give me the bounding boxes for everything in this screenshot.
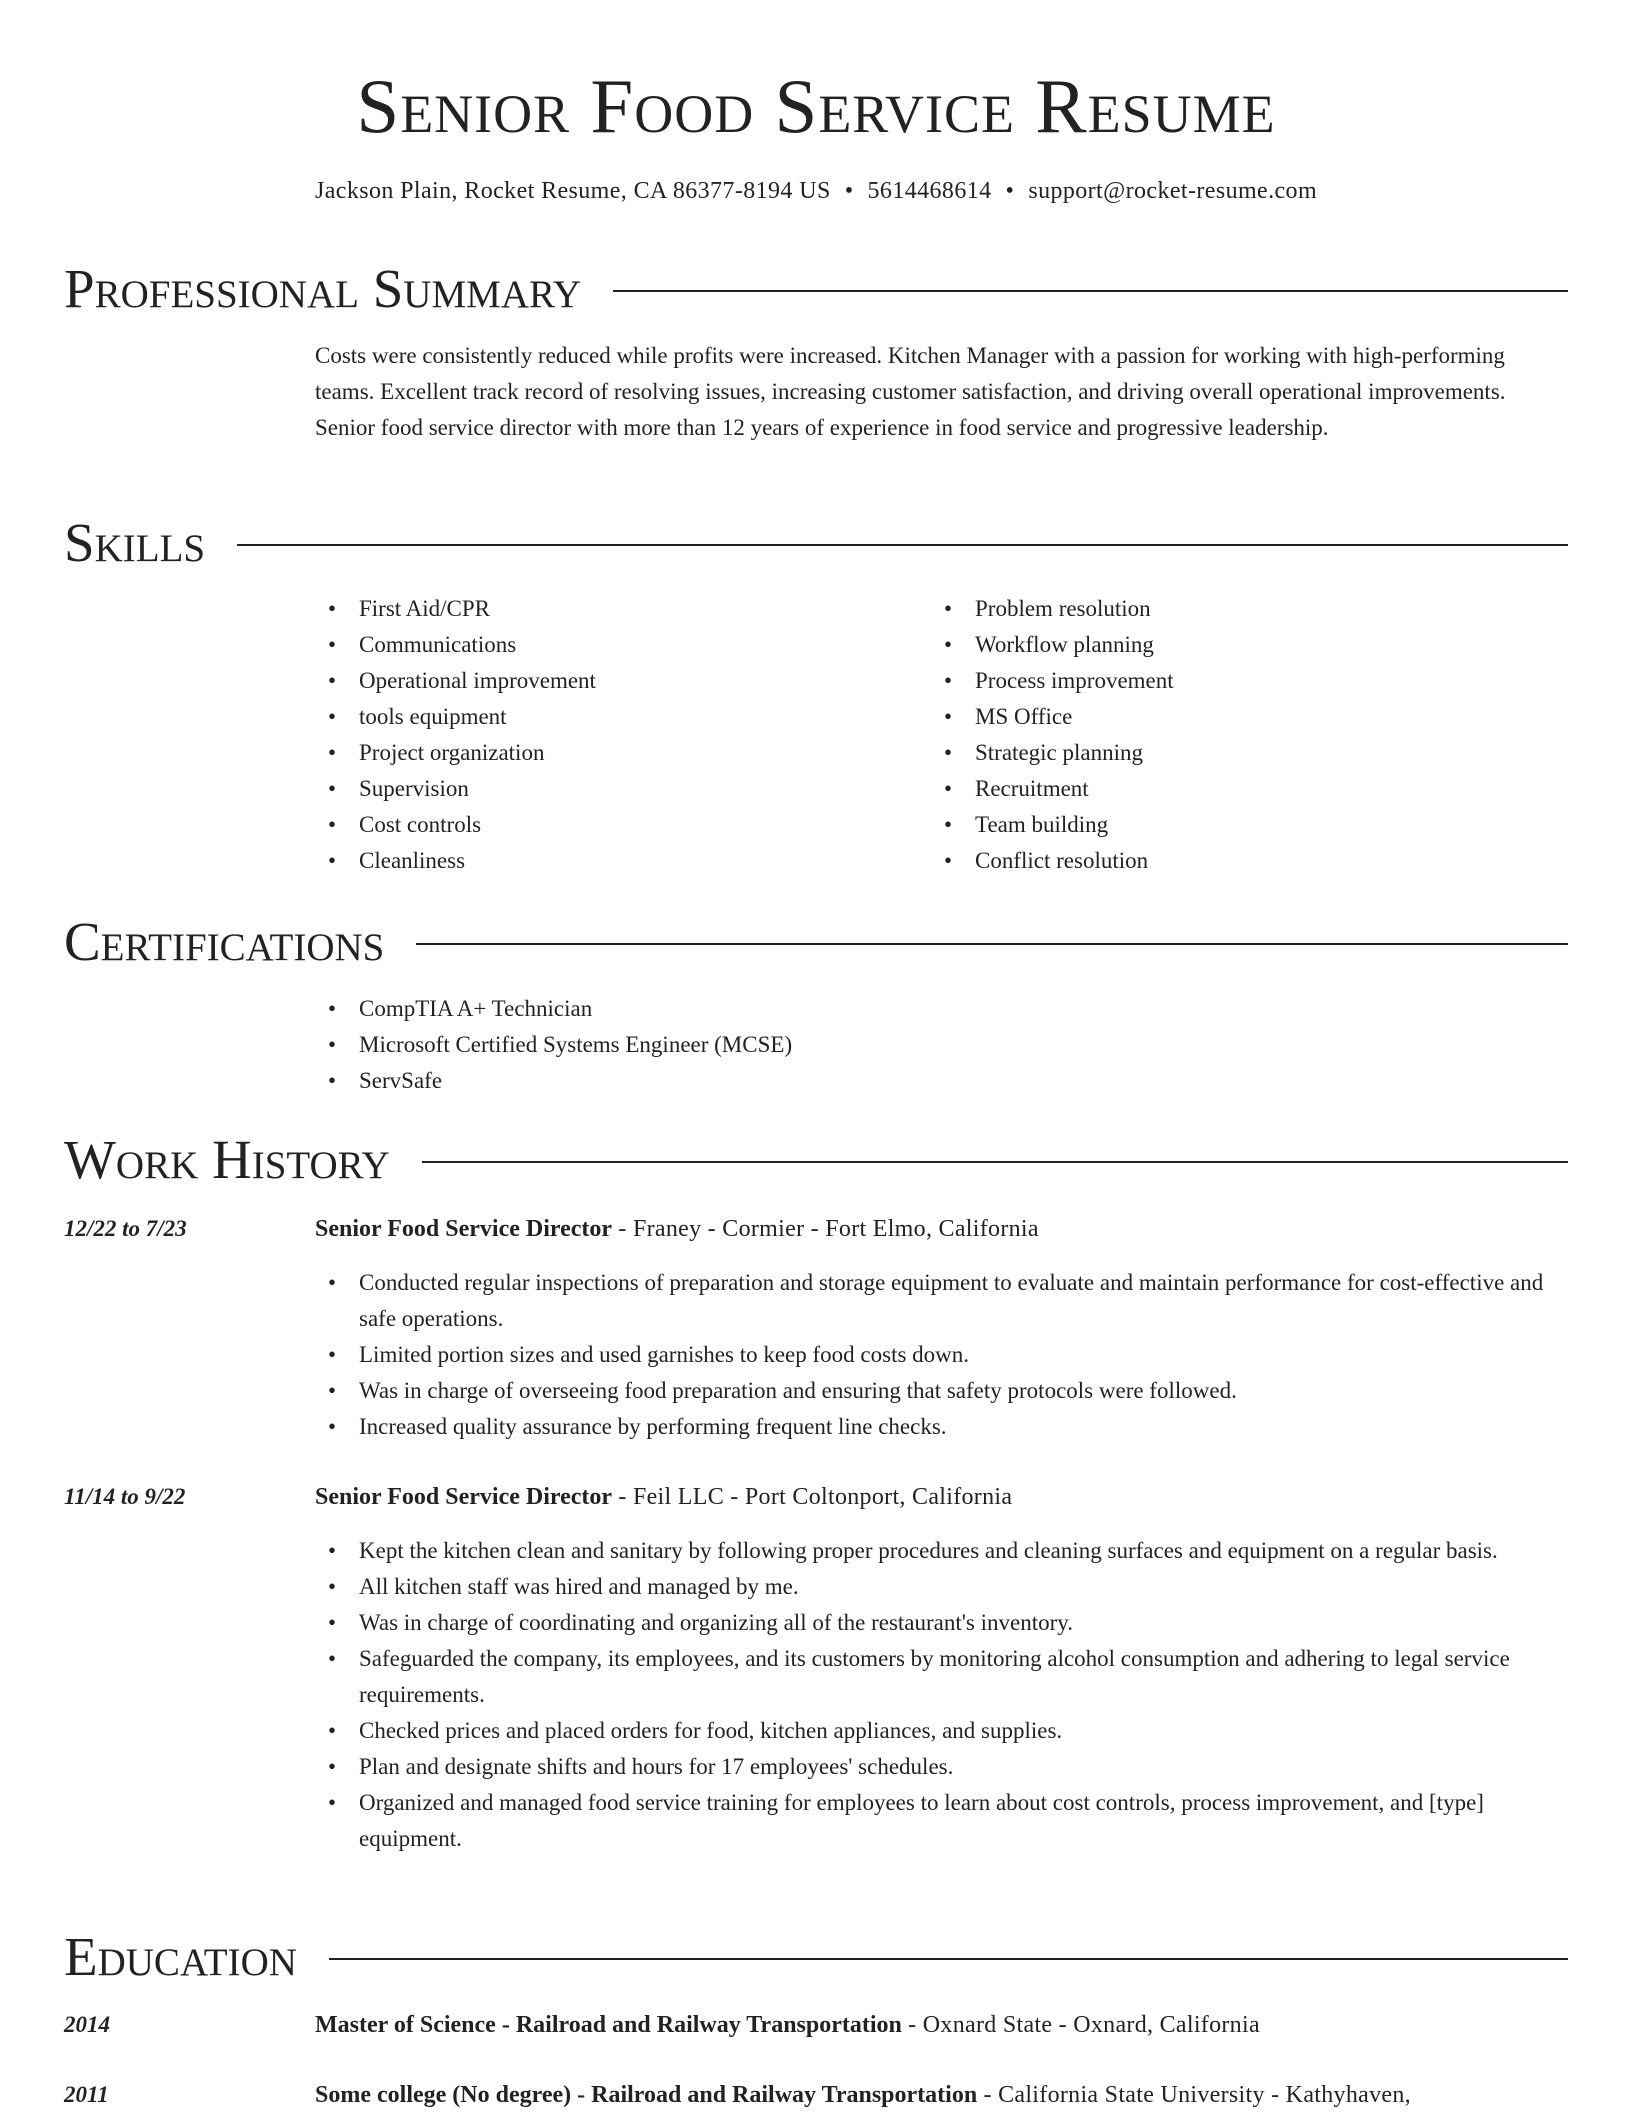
- phone: 5614468614: [867, 178, 992, 204]
- section-divider: [613, 290, 1568, 292]
- email: support@rocket-resume.com: [1028, 178, 1318, 204]
- skill-item: • Workflow planning: [931, 627, 1561, 663]
- job-bullet: • Was in charge of coordinating and organizing all of the restaurant's inventory.: [315, 1605, 1565, 1641]
- education-entry: [315, 2007, 1565, 2043]
- skill-item: • Recruitment: [931, 771, 1561, 807]
- education-degree: Some college (No degree) - Railroad and Railway Transportation: [315, 2082, 978, 2108]
- job-employer: - Feil LLC - Port Coltonport, California: [612, 1484, 1013, 1510]
- job-bullet: • Conducted regular inspections of preparation and storage equipment to evaluate and maintain performance for cost-effective and safe operations.: [315, 1265, 1565, 1337]
- education-school: - Oxnard State - Oxnard, California: [901, 2012, 1260, 2038]
- education-entry: [315, 2077, 1565, 2113]
- education-year: 2014: [64, 2012, 110, 2037]
- skill-item: • tools equipment: [315, 699, 915, 735]
- education-degree: Master of Science - Railroad and Railway Transportation: [315, 2012, 902, 2038]
- job-bullet: • Was in charge of overseeing food preparation and ensuring that safety protocols were followed.: [315, 1373, 1565, 1409]
- job-title: Senior Food Service Director: [315, 1216, 613, 1242]
- skill-item: • Cleanliness: [315, 843, 915, 879]
- education-year: 2011: [64, 2082, 109, 2107]
- skills-list-left: [315, 591, 915, 879]
- section-divider: [416, 943, 1568, 945]
- contact-line: [0, 174, 1632, 208]
- section-certifications-header: [64, 909, 1568, 975]
- skill-item: • MS Office: [931, 699, 1561, 735]
- job-title: Senior Food Service Director: [315, 1484, 613, 1510]
- skill-item: • Supervision: [315, 771, 915, 807]
- skill-item: • Project organization: [315, 735, 915, 771]
- job-title-line: [315, 1479, 1565, 1515]
- job-bullet: • Safeguarded the company, its employees, and its customers by monitoring alcohol consumption and adhering to legal service requirements.: [315, 1641, 1565, 1713]
- section-heading: Education: [64, 1926, 297, 1987]
- certifications-list: [315, 991, 1565, 1099]
- section-divider: [237, 544, 1568, 546]
- section-skills-header: [64, 510, 1568, 576]
- section-work-header: [64, 1127, 1568, 1193]
- job-bullet: • All kitchen staff was hired and managed by me.: [315, 1569, 1565, 1605]
- separator: •: [1005, 178, 1015, 204]
- section-summary-header: [64, 256, 1568, 322]
- section-divider: [422, 1161, 1568, 1163]
- skill-item: • Team building: [931, 807, 1561, 843]
- job-bullet: • Kept the kitchen clean and sanitary by following proper procedures and cleaning surfaces and equipment on a regular basis.: [315, 1533, 1565, 1569]
- job-bullets: [315, 1533, 1565, 1857]
- job-bullet: • Increased quality assurance by performing frequent line checks.: [315, 1409, 1565, 1445]
- address: Jackson Plain, Rocket Resume, CA 86377-8194 US: [314, 178, 831, 204]
- skills-list-right: [931, 591, 1561, 879]
- job-bullet: • Organized and managed food service training for employees to learn about cost controls, process improvement, and [type] equipment.: [315, 1785, 1565, 1857]
- summary-text: Costs were consistently reduced while profits were increased. Kitchen Manager with a passion for working with high-performing teams. Excellent track record of resolving issues, increasing customer satisfaction, and driving overall operational improvements. Senior food service director with more than 12 years of experience in food service and progressive leadership.: [315, 343, 1506, 440]
- skill-item: • Problem resolution: [931, 591, 1561, 627]
- resume-title: Senior Food Service Resume: [356, 63, 1276, 149]
- section-heading: Certifications: [64, 911, 385, 972]
- job-bullet: • Checked prices and placed orders for food, kitchen appliances, and supplies.: [315, 1713, 1565, 1749]
- job-employer: - Franey - Cormier - Fort Elmo, California: [612, 1216, 1039, 1242]
- section-heading: Professional Summary: [64, 258, 582, 319]
- section-heading: Work History: [64, 1129, 390, 1190]
- certification-item: • Microsoft Certified Systems Engineer (MCSE): [315, 1027, 1565, 1063]
- skill-item: • Strategic planning: [931, 735, 1561, 771]
- skill-item: • Communications: [315, 627, 915, 663]
- separator: •: [844, 178, 854, 204]
- education-school: - California State University - Kathyhaven,: [977, 2082, 1411, 2108]
- section-divider: [329, 1958, 1568, 1960]
- job-bullets: [315, 1265, 1565, 1445]
- certification-item: • ServSafe: [315, 1063, 1565, 1099]
- job-dates: 11/14 to 9/22: [64, 1484, 186, 1509]
- certification-item: • CompTIA A+ Technician: [315, 991, 1565, 1027]
- skill-item: • Process improvement: [931, 663, 1561, 699]
- job-title-line: [315, 1211, 1565, 1247]
- skill-item: • First Aid/CPR: [315, 591, 915, 627]
- skill-item: • Conflict resolution: [931, 843, 1561, 879]
- job-bullet: • Plan and designate shifts and hours for 17 employees' schedules.: [315, 1749, 1565, 1785]
- section-education-header: [64, 1924, 1568, 1990]
- job-dates: 12/22 to 7/23: [64, 1216, 187, 1241]
- skill-item: • Cost controls: [315, 807, 915, 843]
- section-heading: Skills: [64, 512, 206, 573]
- skill-item: • Operational improvement: [315, 663, 915, 699]
- job-bullet: • Limited portion sizes and used garnishes to keep food costs down.: [315, 1337, 1565, 1373]
